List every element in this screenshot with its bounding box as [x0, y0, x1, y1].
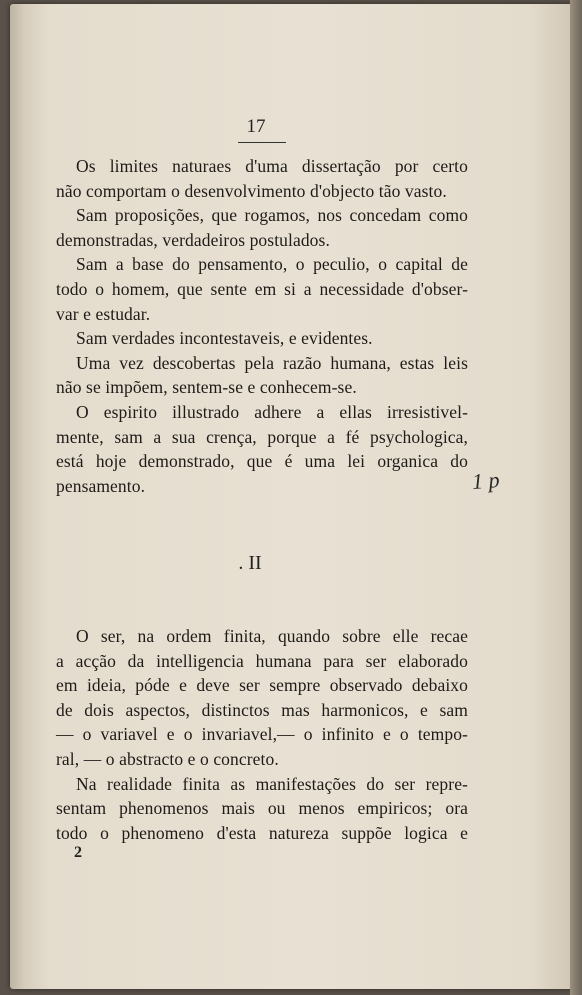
book-edge — [570, 0, 582, 995]
text-line: não se impõem, sentem-se e conhecem-se. — [56, 377, 357, 398]
paragraph — [56, 400, 468, 498]
text-line: todo o homem, que sente em si a necessidade d'obser- — [56, 278, 468, 299]
paragraph — [56, 203, 468, 252]
text-line: não comportam o desenvolvimento d'objecto tão vasto. — [56, 180, 447, 201]
header-rule — [238, 142, 286, 143]
paragraph — [56, 351, 468, 400]
text-line: — o variavel e o invariavel,— o infinito e o tempo- — [56, 724, 468, 745]
text-line: está hoje demonstrado, que é uma lei organica do — [56, 451, 468, 472]
paragraph — [56, 252, 468, 326]
text-line: sentam phenomenos mais ou menos empiricos; ora — [56, 798, 468, 819]
text-line: Sam a base do pensamento, o peculio, o capital de — [76, 254, 468, 275]
text-block-1 — [56, 154, 468, 498]
book-page — [10, 4, 575, 989]
text-line: mente, sam a sua crença, porque a fé psychologica, — [56, 426, 468, 447]
paragraph — [56, 772, 468, 846]
text-line: O espirito illustrado adhere a ellas irresistivel- — [76, 401, 468, 422]
paragraph — [56, 624, 468, 772]
text-line: em ideia, póde e deve ser sempre observado debaixo — [56, 675, 468, 696]
section-heading: . II — [238, 552, 262, 574]
text-line: var e estudar. — [56, 303, 151, 324]
text-line: Na realidade finita as manifestações do ser repre- — [76, 773, 468, 794]
text-line: Sam proposições, que rogamos, nos concedam como — [76, 205, 468, 226]
text-line: Uma vez descobertas pela razão humana, estas leis — [76, 352, 468, 373]
paragraph — [56, 326, 468, 351]
signature-mark: 2 — [74, 844, 82, 861]
text-line: de dois aspectos, distinctos mas harmonicos, e sam — [56, 699, 468, 720]
text-block-2 — [56, 624, 468, 845]
text-line: pensamento. — [56, 475, 146, 496]
text-line: a acção da intelligencia humana para ser elaborado — [56, 650, 468, 671]
page-number: 17 — [246, 116, 266, 137]
text-line: O ser, na ordem finita, quando sobre elle recae — [76, 626, 468, 646]
text-line: demonstradas, verdadeiros postulados. — [56, 229, 330, 250]
text-line: Os limites naturaes d'uma dissertação por certo — [76, 156, 468, 176]
text-line: Sam verdades incontestaveis, e evidentes. — [76, 328, 373, 349]
text-line: todo o phenomeno d'esta natureza suppõe logica e — [56, 822, 468, 843]
handwritten-margin-note: 1 p — [471, 467, 501, 494]
paragraph — [56, 154, 468, 203]
text-line: ral, — o abstracto e o concreto. — [56, 748, 279, 769]
